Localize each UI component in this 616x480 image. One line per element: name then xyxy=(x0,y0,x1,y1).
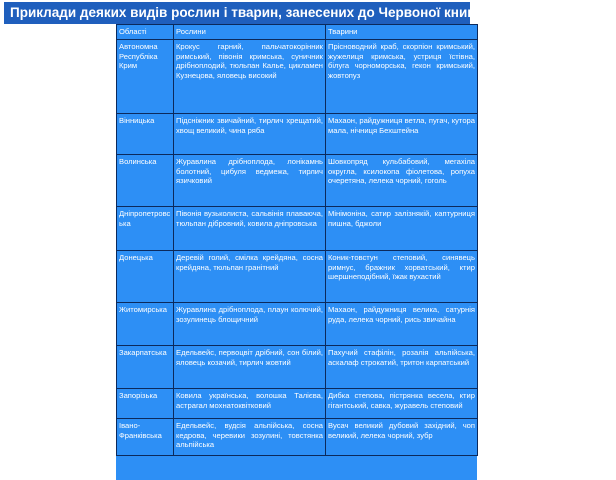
region-cell: Вінницька xyxy=(117,114,174,155)
plants-cell: Журавлина дрібноплода, лонікамнь болотний, цибуля ведмежа, тирлич язичковий xyxy=(174,155,326,207)
animals-cell: Махаон, райдужниця ветла, пугач, кутора мала, нічниця Бехштейна xyxy=(326,114,478,155)
table-row xyxy=(117,114,478,155)
plants-cell: Півонія вузьколиста, сальвінія плаваюча, тюльпан дібровний, ковила дніпровська xyxy=(174,207,326,251)
animals-cell: Дибка степова, пістрянка весела, ктир гігантський, савка, журавель степовий xyxy=(326,389,478,419)
header-plants: Рослини xyxy=(174,25,326,40)
animals-cell: Пахучий стафілін, розалія альпійська, аскалаф строкатий, тритон карпатський xyxy=(326,346,478,389)
table-row xyxy=(117,346,478,389)
animals-cell: Вусач великий дубовий західний, чоп великий, лелека чорний, зубр xyxy=(326,419,478,456)
table-row xyxy=(117,303,478,346)
animals-cell: Мінімоніна, сатир залізнякій, каптурниця пишна, бджоли xyxy=(326,207,478,251)
table-row xyxy=(117,251,478,303)
region-cell: Івано-Франківська xyxy=(117,419,174,456)
plants-cell: Крокус гарний, пальчатокорінник римський, півонія кримська, суничник дрібноплодий, тюльпан Калье, цикламен Кузнецова, яловець високий xyxy=(174,40,326,114)
plants-cell: Ковила українська, волошка Талієва, астрагал мохнатоквітковий xyxy=(174,389,326,419)
plants-cell: Едельвейс, первоцвіт дрібний, сон білий, яловець козачий, тирлич жовтий xyxy=(174,346,326,389)
species-table xyxy=(116,24,478,456)
plants-cell: Підсніжник звичайний, тирлич хрещатий, хвощ великий, чина рябa xyxy=(174,114,326,155)
table-row xyxy=(117,419,478,456)
region-cell: Житомирська xyxy=(117,303,174,346)
red-book-table xyxy=(116,24,477,480)
header-animals: Тварини xyxy=(326,25,478,40)
region-cell: Дніпропетровська xyxy=(117,207,174,251)
table-header-row xyxy=(117,25,478,40)
table-row xyxy=(117,389,478,419)
plants-cell: Едельвейс, вудсія альпійська, сосна кедрова, черевики зозулині, товстянка альпійська xyxy=(174,419,326,456)
animals-cell: Коник-товстун степовий, синявець римнус, бражник хорватський, ктир шершнеподібний, їжак вухастий xyxy=(326,251,478,303)
region-cell: Закарпатська xyxy=(117,346,174,389)
region-cell: Автономна Республіка Крим xyxy=(117,40,174,114)
page-title: Приклади деяких видів рослин і тварин, занесених до Червоної книги України по регіонах xyxy=(4,2,470,24)
table-row xyxy=(117,40,478,114)
animals-cell: Прісноводний краб, скорпіон кримський, жужелиця кримська, устриця їстівна, білуга чорноморська, гекон кримський, жовтопуз xyxy=(326,40,478,114)
plants-cell: Деревій голий, смілка крейдяна, сосна крейдяна, тюльпан гранітний xyxy=(174,251,326,303)
region-cell: Донецька xyxy=(117,251,174,303)
animals-cell: Махаон, райдужниця велика, сатурнія руда, лелека чорний, рись звичайна xyxy=(326,303,478,346)
animals-cell: Шовкопряд кульбабовий, мегахіла округла, ксилокопа фіолетова, ропуха очеретяна, лелека чорний, гоголь xyxy=(326,155,478,207)
table-row xyxy=(117,207,478,251)
region-cell: Запорізька xyxy=(117,389,174,419)
plants-cell: Журавлина дрібноплода, плаун колючий, зозулинець блощичний xyxy=(174,303,326,346)
table-row xyxy=(117,155,478,207)
header-regions: Області xyxy=(117,25,174,40)
region-cell: Волинська xyxy=(117,155,174,207)
